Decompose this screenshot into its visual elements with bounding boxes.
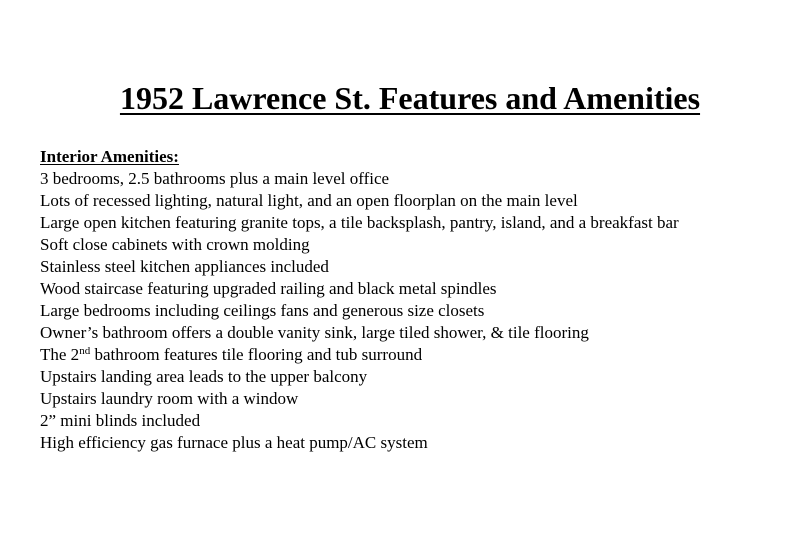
page-title [0,76,800,120]
amenity-item-bedroom-closets: Large bedrooms including ceilings fans and generous size closets [40,301,485,320]
second-bathroom-prefix: The 2 [40,345,80,364]
interior-amenities-section [40,146,785,454]
page-title-text: 1952 Lawrence St. Features and Amenities [119,80,701,116]
amenity-list [40,168,785,454]
amenity-item-owners-bathroom: Owner’s bathroom offers a double vanity sink, large tiled shower, & tile flooring [40,323,589,342]
amenity-item-blinds: 2” mini blinds included [40,411,201,430]
amenity-item-landing: Upstairs landing area leads to the upper balcony [40,367,368,386]
second-bathroom-suffix: bathroom features tile flooring and tub surround [90,345,423,364]
amenity-item-bedrooms: 3 bedrooms, 2.5 bathrooms plus a main level office [40,169,390,188]
second-bathroom-ordinal: nd [79,345,91,357]
amenity-item-cabinets: Soft close cabinets with crown molding [40,235,310,254]
section-heading: Interior Amenities: [40,147,179,166]
amenity-item-second-bathroom [40,344,785,366]
amenity-item-staircase: Wood staircase featuring upgraded railing and black metal spindles [40,279,497,298]
amenity-item-laundry: Upstairs laundry room with a window [40,389,299,408]
amenity-item-appliances: Stainless steel kitchen appliances included [40,257,329,276]
amenity-item-hvac: High efficiency gas furnace plus a heat pump/AC system [40,433,428,452]
amenity-item-kitchen: Large open kitchen featuring granite tops, a tile backsplash, pantry, island, and a breakfast bar [40,213,679,232]
amenity-item-lighting: Lots of recessed lighting, natural light, and an open floorplan on the main level [40,191,578,210]
